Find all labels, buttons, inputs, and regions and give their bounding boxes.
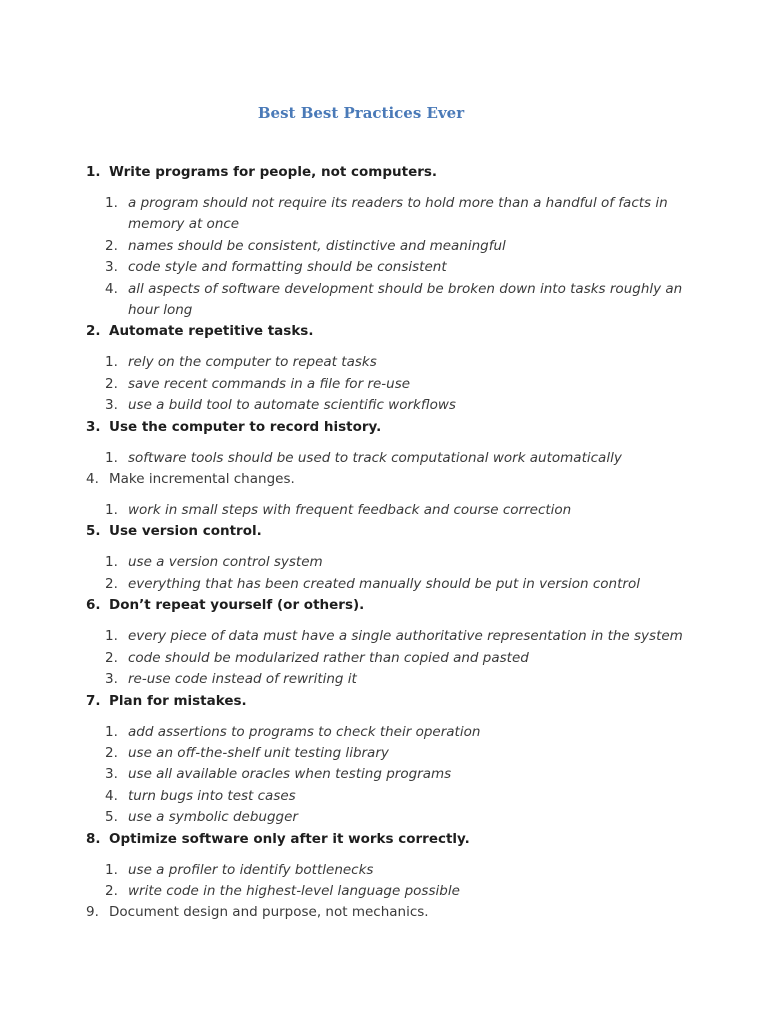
- sub-list: [86, 183, 686, 321]
- sub-list-item: [86, 648, 686, 669]
- list-item: [86, 321, 686, 416]
- sub-item-number: 1.: [105, 723, 118, 740]
- sub-list-item: [86, 448, 686, 469]
- sub-list: [86, 438, 686, 469]
- practice-text: Make incremental changes.: [109, 471, 295, 488]
- sub-item-number: 4.: [105, 787, 118, 804]
- practice-number: 8.: [86, 830, 101, 847]
- sub-item-number: 1.: [105, 449, 118, 466]
- practice-text: Document design and purpose, not mechanics.: [109, 904, 429, 921]
- sub-list: [86, 490, 686, 521]
- sub-item-text: use all available oracles when testing programs: [128, 766, 452, 783]
- practice-heading: [86, 521, 686, 542]
- sub-item-number: 3.: [105, 397, 118, 414]
- sub-list: [86, 850, 686, 903]
- sub-item-number: 1.: [105, 628, 118, 645]
- sub-item-text: use a version control system: [128, 554, 323, 571]
- practice-text: Don’t repeat yourself (or others).: [109, 597, 365, 614]
- sub-list-item: [86, 257, 686, 278]
- sub-list: [86, 342, 686, 416]
- sub-list-item: [86, 352, 686, 373]
- sub-list-item: [86, 500, 686, 521]
- practice-number: 5.: [86, 523, 101, 540]
- sub-list-item: [86, 722, 686, 743]
- list-item: [86, 595, 686, 690]
- page-title: Best Best Practices Ever: [257, 104, 465, 122]
- sub-item-text: rely on the computer to repeat tasks: [128, 354, 377, 371]
- sub-item-number: 1.: [105, 195, 118, 211]
- practice-heading: [86, 321, 686, 342]
- sub-list-item: [86, 743, 686, 764]
- sub-list-item: [86, 626, 686, 647]
- practice-number: 7.: [86, 692, 101, 709]
- sub-list-item: [86, 279, 686, 322]
- sub-item-text: save recent commands in a file for re-use: [128, 375, 411, 392]
- list-item: [86, 417, 686, 469]
- sub-item-number: 5.: [105, 809, 118, 826]
- list-item: [86, 691, 686, 829]
- sub-item-number: 2.: [105, 575, 118, 592]
- sub-item-text: code style and formatting should be consistent: [128, 259, 447, 276]
- sub-item-number: 3.: [105, 671, 118, 688]
- sub-item-text: every piece of data must have a single authoritative representation in the system: [128, 628, 683, 645]
- sub-item-number: 1.: [105, 502, 118, 519]
- list-item: [86, 162, 686, 321]
- practice-heading: [86, 595, 686, 616]
- sub-item-text: turn bugs into test cases: [128, 787, 296, 804]
- sub-list: [86, 616, 686, 690]
- sub-item-text: names should be consistent, distinctive and meaningful: [128, 237, 506, 254]
- practice-number: 6.: [86, 597, 101, 614]
- sub-item-text: add assertions to programs to check their operation: [128, 723, 481, 740]
- list-item: [86, 829, 686, 903]
- sub-list-item: [86, 807, 686, 828]
- practice-number: 4.: [86, 471, 99, 488]
- sub-list-item: [86, 881, 686, 902]
- sub-item-text: write code in the highest-level language possible: [128, 882, 460, 899]
- sub-item-text: use a symbolic debugger: [128, 809, 298, 826]
- sub-item-number: 2.: [105, 744, 118, 761]
- practice-number: 1.: [86, 164, 101, 180]
- practice-heading: [86, 469, 686, 490]
- sub-item-text: software tools should be used to track computational work automatically: [128, 449, 622, 466]
- sub-list-item: [86, 669, 686, 690]
- sub-item-text: use an off-the-shelf unit testing library: [128, 744, 389, 761]
- sub-item-number: 3.: [105, 259, 118, 276]
- practice-text: Plan for mistakes.: [109, 692, 247, 709]
- sub-item-text: work in small steps with frequent feedback and course correction: [128, 502, 572, 519]
- sub-item-text: code should be modularized rather than copied and pasted: [128, 649, 529, 666]
- practices-list: [86, 162, 686, 923]
- sub-list-item: [86, 236, 686, 257]
- practice-heading: [86, 417, 686, 438]
- sub-list-item: [86, 786, 686, 807]
- sub-item-text: all aspects of software development should be broken down into tasks roughly an hour long: [128, 280, 683, 319]
- sub-item-number: 2.: [105, 882, 118, 899]
- sub-item-number: 1.: [105, 861, 118, 878]
- sub-list-item: [86, 574, 686, 595]
- sub-list: [86, 542, 686, 595]
- sub-item-number: 2.: [105, 649, 118, 666]
- practice-text: Use version control.: [109, 523, 262, 540]
- practice-heading: [86, 829, 686, 850]
- sub-item-number: 2.: [105, 237, 118, 254]
- sub-item-text: use a build tool to automate scientific workflows: [128, 397, 456, 414]
- list-item: [86, 521, 686, 595]
- practice-text: Use the computer to record history.: [109, 418, 382, 435]
- sub-list-item: [86, 374, 686, 395]
- sub-item-number: 4.: [105, 280, 118, 297]
- list-item: [86, 902, 686, 923]
- sub-list-item: [86, 395, 686, 416]
- sub-list-item: [86, 860, 686, 881]
- sub-item-text: everything that has been created manually should be put in version control: [128, 575, 640, 592]
- sub-item-number: 1.: [105, 354, 118, 371]
- list-item: [86, 469, 686, 521]
- sub-item-number: 1.: [105, 554, 118, 571]
- sub-item-text: re-use code instead of rewriting it: [128, 671, 357, 688]
- practice-heading: [86, 162, 686, 183]
- practice-text: Automate repetitive tasks.: [109, 323, 314, 340]
- practice-text: Write programs for people, not computers.: [109, 164, 438, 180]
- sub-item-text: use a profiler to identify bottlenecks: [128, 861, 374, 878]
- sub-item-number: 3.: [105, 766, 118, 783]
- sub-item-number: 2.: [105, 375, 118, 392]
- sub-item-text: a program should not require its readers to hold more than a handful of facts in memory at once: [128, 195, 668, 233]
- practice-number: 9.: [86, 904, 99, 921]
- practice-heading: [86, 691, 686, 712]
- practice-heading: [86, 902, 686, 923]
- practice-text: Optimize software only after it works correctly.: [109, 830, 470, 847]
- sub-list-item: [86, 552, 686, 573]
- sub-list-item: [86, 764, 686, 785]
- sub-list-item: [86, 193, 686, 236]
- sub-list: [86, 712, 686, 829]
- practice-number: 3.: [86, 418, 101, 435]
- practice-number: 2.: [86, 323, 101, 340]
